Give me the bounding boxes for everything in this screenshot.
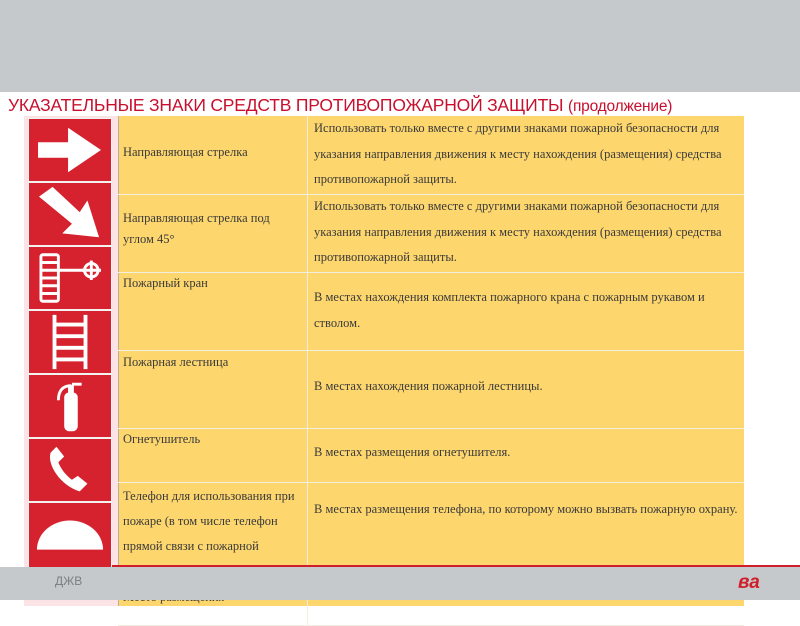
- sign-description: Использовать только вместе с другими знаками пожарной безопасности для указания направления движения к месту нахождения (размещения) средства противопожарной защиты.: [314, 199, 722, 264]
- fire-ladder-icon: [28, 310, 112, 374]
- footer-rule: [112, 565, 800, 567]
- bottom-band: [0, 567, 800, 600]
- footer-logo-right: ва: [738, 572, 760, 593]
- top-band: [0, 0, 800, 92]
- fire-extinguisher-icon: [28, 374, 112, 438]
- signs-table: [24, 116, 744, 606]
- table-row: [118, 428, 744, 483]
- sign-name: Пожарная лестница: [118, 350, 308, 428]
- table-row: [118, 116, 744, 195]
- sign-name: Пожарный кран: [118, 272, 308, 350]
- table-row: [118, 272, 744, 351]
- arrow-diagonal-icon: [28, 182, 112, 246]
- telephone-icon: [28, 438, 112, 502]
- sign-description: В местах нахождения комплекта пожарного крана с пожарным рукавом и стволом.: [314, 290, 705, 330]
- table-row: [118, 350, 744, 429]
- title-main: УКАЗАТЕЛЬНЫЕ ЗНАКИ СРЕДСТВ ПРОТИВОПОЖАРНОЙ ЗАЩИТЫ: [8, 95, 564, 115]
- sign-name: Направляющая стрелка: [118, 116, 308, 194]
- table-row: [118, 194, 744, 273]
- footer-logo-left: ДЖВ: [55, 574, 83, 588]
- sign-name: Огнетушитель: [118, 428, 308, 482]
- sign-description: В местах нахождения пожарной лестницы.: [314, 379, 543, 393]
- dome-icon: [28, 502, 112, 574]
- fire-hose-icon: [28, 246, 112, 310]
- sign-name: Направляющая стрелка под углом 45°: [118, 194, 308, 272]
- sign-name: Телефон для использования при пожаре (в том числе телефон прямой связи с пожарной: [118, 482, 308, 585]
- sign-description: В местах размещения огнетушителя.: [314, 445, 511, 459]
- sign-description: Использовать только вместе с другими знаками пожарной безопасности для указания направления движения к месту нахождения (размещения) средства противопожарной защиты.: [314, 121, 722, 186]
- arrow-right-icon: [28, 118, 112, 182]
- sign-description: В местах размещения телефона, по которому можно вызвать пожарную охрану.: [314, 502, 738, 516]
- slide-title: [8, 95, 672, 116]
- title-sub: (продолжение): [568, 98, 673, 115]
